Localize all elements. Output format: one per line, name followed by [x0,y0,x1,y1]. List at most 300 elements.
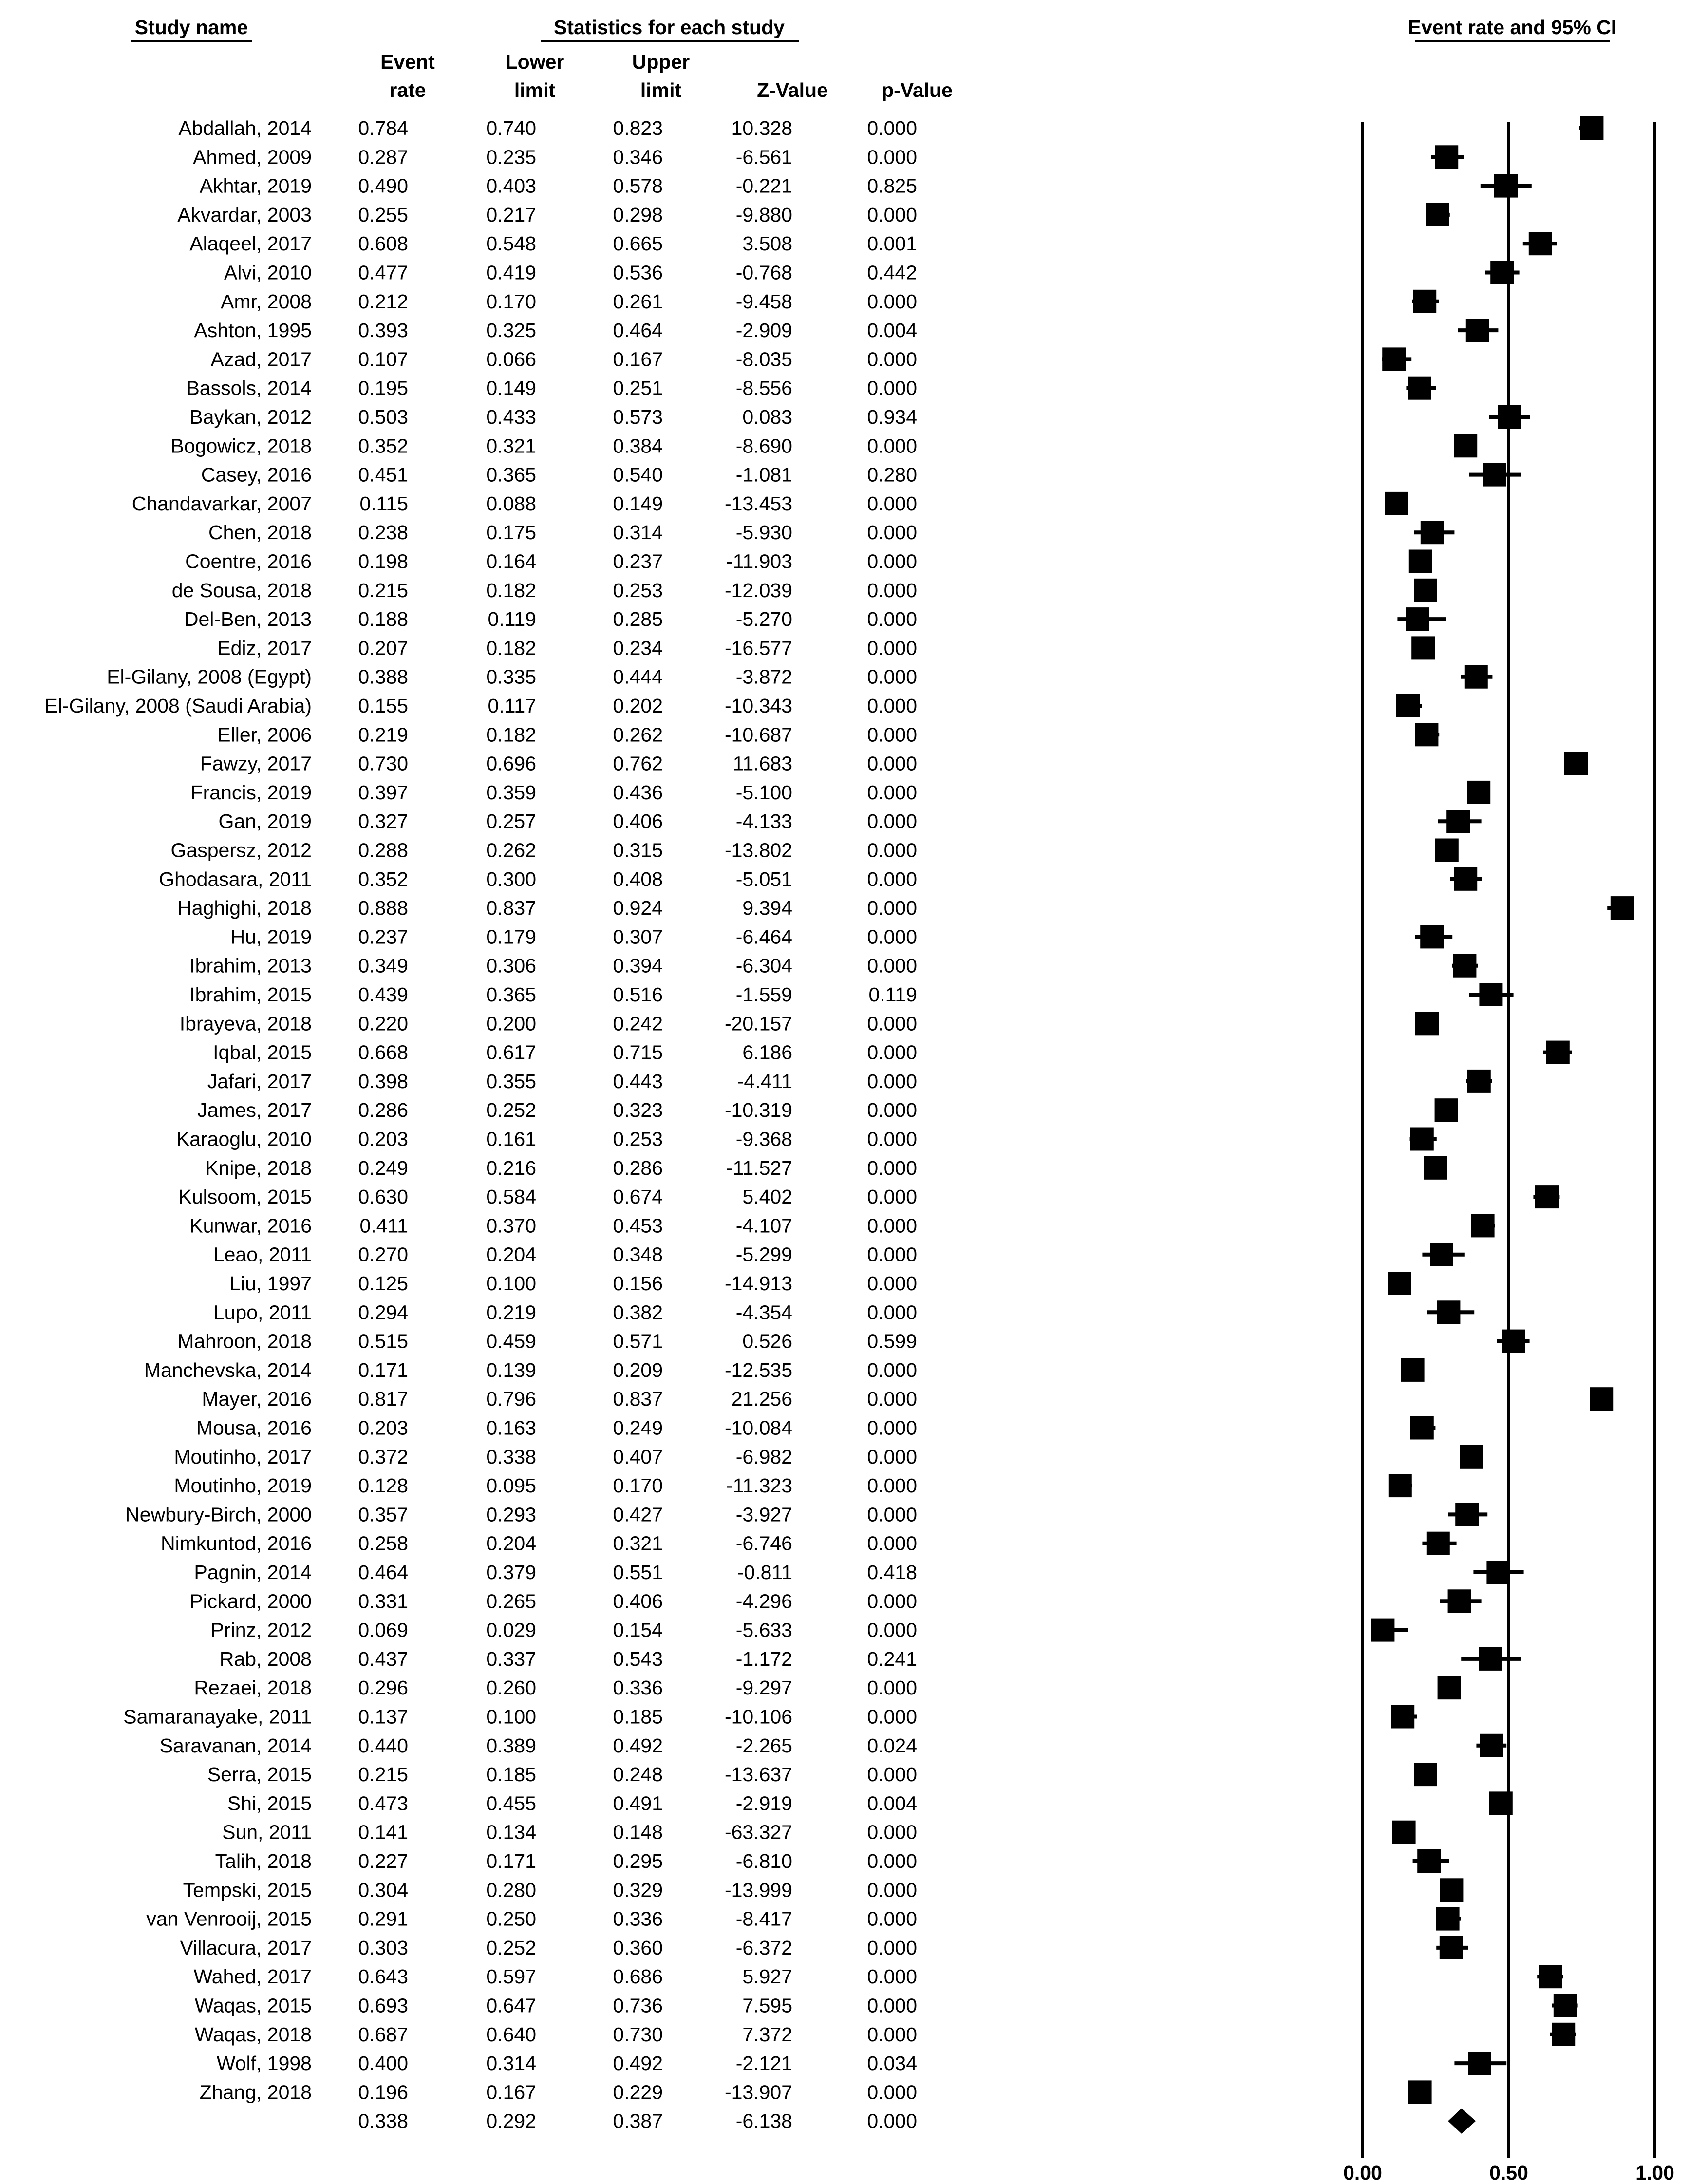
cell-er: 0.357 [358,1503,408,1526]
cell-ul: 0.408 [613,867,663,890]
study-name: Saravanan, 2014 [159,1734,312,1757]
cell-z: -12.039 [724,579,792,602]
cell-p: 0.000 [867,146,917,169]
cell-z: -5.299 [735,1243,792,1266]
cell-ll: 0.164 [486,550,536,573]
cell-ul: 0.578 [613,174,663,197]
column-header-1-line1: Lower [505,51,564,73]
cell-p: 0.000 [867,1850,917,1872]
cell-er: 0.195 [358,377,408,399]
cell-p: 0.000 [867,579,917,602]
point-estimate-square [1546,1041,1570,1064]
cell-ul: 0.234 [613,637,663,659]
cell-ul: 0.427 [613,1503,663,1526]
point-estimate-square [1486,1561,1510,1584]
point-estimate-square [1479,983,1502,1006]
point-estimate-square [1468,2052,1491,2075]
cell-p: 0.000 [867,1474,917,1497]
column-header-0-line2: rate [389,79,426,101]
study-name: Ahmed, 2009 [193,146,312,169]
cell-p: 0.004 [867,319,917,342]
cell-ul: 0.394 [613,954,663,977]
cell-ll: 0.459 [486,1330,536,1353]
cell-er: 0.219 [358,723,408,746]
cell-er: 0.294 [358,1301,408,1324]
cell-er: 0.220 [358,1012,408,1035]
study-name: Chandavarkar, 2007 [131,492,312,515]
cell-z: -0.768 [735,261,792,284]
cell-p: 0.000 [867,1041,917,1064]
cell-z: -4.354 [735,1301,792,1324]
study-name: Iqbal, 2015 [213,1041,312,1064]
study-name: Baykan, 2012 [189,406,312,428]
cell-ll: 0.389 [486,1734,536,1757]
cell-ul: 0.307 [613,925,663,948]
study-name: Bogowicz, 2018 [170,434,312,457]
cell-ul: 0.444 [613,665,663,688]
cell-p: 0.000 [867,954,917,977]
cell-z: -13.999 [724,1879,792,1902]
cell-p: 0.000 [867,608,917,631]
cell-p: 0.024 [867,1734,917,1757]
cell-ul: 0.323 [613,1099,663,1122]
study-name: Zhang, 2018 [199,2081,312,2104]
cell-z: -5.100 [735,781,792,804]
cell-p: 0.000 [867,1272,917,1295]
cell-ll: 0.252 [486,1936,536,1959]
cell-er: 0.327 [358,810,408,833]
cell-z: -20.157 [724,1012,792,1035]
cell-ll: 0.204 [486,1532,536,1555]
cell-z: -13.802 [724,839,792,862]
cell-ul: 0.543 [613,1647,663,1670]
cell-ll: 0.204 [486,1243,536,1266]
cell-z: -6.746 [735,1532,792,1555]
cell-p: 0.000 [867,2081,917,2104]
study-name: Ibrahim, 2013 [189,954,312,977]
cell-er: 0.490 [358,174,408,197]
column-header-1-line2: limit [514,79,556,101]
cell-z: -11.903 [726,550,792,573]
cell-ul: 0.837 [613,1388,663,1411]
cell-er: 0.451 [358,463,408,486]
point-estimate-square [1389,1474,1412,1497]
cell-z: -13.907 [724,2081,792,2104]
study-name: Pickard, 2000 [189,1590,312,1613]
cell-z: 5.927 [742,1965,792,1988]
study-name: Prinz, 2012 [210,1619,312,1641]
cell-p: 0.442 [867,261,917,284]
cell-ll: 0.696 [486,752,536,775]
cell-p: 0.119 [868,983,917,1006]
cell-ll: 0.252 [486,1099,536,1122]
cell-p: 0.000 [867,1619,917,1641]
cell-er: 0.249 [358,1156,408,1179]
cell-p: 0.000 [867,867,917,890]
cell-ll: 0.280 [486,1879,536,1902]
cell-z: -6.464 [735,925,792,948]
cell-er: 0.128 [358,1474,408,1497]
study-name: Waqas, 2015 [194,1994,312,2017]
point-estimate-square [1385,492,1408,515]
study-name: Azad, 2017 [210,348,312,371]
point-estimate-square [1466,319,1489,342]
cell-ul: 0.286 [613,1156,663,1179]
cell-p: 0.000 [867,117,917,139]
cell-ul: 0.253 [613,579,663,602]
cell-p: 0.000 [867,1416,917,1439]
cell-p: 0.000 [867,839,917,862]
cell-z: -6.982 [735,1445,792,1468]
cell-ll: 0.119 [488,608,536,631]
study-name: Villacura, 2017 [180,1936,312,1959]
cell-er: 0.515 [358,1330,408,1353]
cell-er: 0.473 [358,1792,408,1815]
study-name-header: Study name [134,16,248,38]
cell-er: 0.397 [358,781,408,804]
cell-er: 0.338 [358,2109,408,2132]
point-estimate-square [1479,1647,1502,1671]
cell-ll: 0.548 [486,232,536,255]
cell-p: 0.599 [867,1330,917,1353]
cell-ll: 0.235 [486,146,536,169]
cell-p: 0.000 [867,1994,917,2017]
cell-ll: 0.647 [486,1994,536,2017]
summary-diamond [1448,2109,1476,2134]
cell-z: -8.556 [735,377,792,399]
cell-z: 3.508 [742,232,792,255]
cell-ll: 0.306 [486,954,536,977]
study-name: Hu, 2019 [230,925,312,948]
point-estimate-square [1424,1156,1447,1180]
study-name: Nimkuntod, 2016 [161,1532,312,1555]
cell-z: -1.559 [735,983,792,1006]
study-name: Fawzy, 2017 [200,752,312,775]
cell-p: 0.000 [867,2023,917,2046]
cell-ul: 0.209 [613,1358,663,1381]
cell-er: 0.207 [358,637,408,659]
cell-z: -2.121 [735,2052,792,2075]
cell-ul: 0.202 [613,695,663,717]
cell-er: 0.212 [358,290,408,313]
cell-p: 0.000 [867,637,917,659]
cell-ul: 0.149 [613,492,663,515]
cell-p: 0.000 [867,203,917,226]
cell-er: 0.203 [358,1128,408,1150]
cell-er: 0.693 [358,1994,408,2017]
cell-ul: 0.551 [613,1561,663,1583]
cell-z: -10.084 [724,1416,792,1439]
cell-p: 0.000 [867,1965,917,1988]
cell-er: 0.188 [358,608,408,631]
point-estimate-square [1401,1358,1425,1382]
cell-ul: 0.736 [613,1994,663,2017]
study-name: Francis, 2019 [190,781,312,804]
forest-header: Event rate and 95% CI [1408,16,1617,38]
point-estimate-square [1415,1012,1439,1035]
cell-p: 0.000 [867,1186,917,1208]
cell-ll: 0.433 [486,406,536,428]
cell-z: -5.633 [735,1619,792,1641]
study-name: Rab, 2008 [219,1647,312,1670]
cell-ul: 0.406 [613,810,663,833]
cell-ul: 0.540 [613,463,663,486]
cell-ll: 0.175 [486,521,536,544]
cell-ll: 0.029 [486,1619,536,1641]
point-estimate-square [1471,1214,1495,1237]
cell-p: 0.241 [867,1647,917,1670]
cell-er: 0.258 [358,1532,408,1555]
cell-z: -2.919 [735,1792,792,1815]
cell-ul: 0.571 [613,1330,663,1353]
cell-z: -5.270 [735,608,792,631]
cell-p: 0.000 [867,752,917,775]
cell-er: 0.352 [358,867,408,890]
cell-ll: 0.100 [486,1705,536,1728]
cell-z: -10.319 [724,1099,792,1122]
study-name: Haghighi, 2018 [177,897,312,920]
point-estimate-square [1408,2080,1432,2104]
point-estimate-square [1435,145,1458,169]
cell-p: 0.000 [867,550,917,573]
point-estimate-square [1406,607,1429,631]
x-tick-label: 0.00 [1343,2162,1382,2184]
cell-ll: 0.200 [486,1012,536,1035]
cell-ul: 0.262 [613,723,663,746]
study-name: Ibrahim, 2015 [189,983,312,1006]
cell-ul: 0.336 [613,1907,663,1930]
cell-er: 0.372 [358,1445,408,1468]
cell-ll: 0.262 [486,839,536,862]
cell-er: 0.215 [358,579,408,602]
forest-panel [1343,116,1674,2184]
cell-p: 0.000 [867,1763,917,1786]
cell-ll: 0.293 [486,1503,536,1526]
point-estimate-square [1448,1589,1471,1613]
cell-ul: 0.242 [613,1012,663,1035]
point-estimate-square [1535,1185,1559,1208]
cell-z: -10.343 [724,695,792,717]
cell-p: 0.000 [867,1243,917,1266]
cell-ll: 0.419 [486,261,536,284]
cell-ll: 0.260 [486,1676,536,1699]
point-estimate-square [1410,1416,1434,1440]
study-name: Knipe, 2018 [205,1156,312,1179]
cell-ll: 0.066 [486,348,536,371]
point-estimate-square [1580,116,1603,140]
cell-p: 0.000 [867,1821,917,1844]
study-table [45,117,917,2132]
cell-p: 0.000 [867,1445,917,1468]
cell-er: 0.115 [359,492,408,515]
cell-p: 0.000 [867,1936,917,1959]
cell-ll: 0.182 [486,579,536,602]
point-estimate-square [1539,1965,1562,1988]
study-name: Liu, 1997 [229,1272,312,1295]
cell-er: 0.608 [358,232,408,255]
cell-er: 0.069 [358,1619,408,1641]
cell-z: -13.637 [724,1763,792,1786]
point-estimate-square [1435,1098,1458,1122]
point-estimate-square [1409,550,1432,573]
point-estimate-square [1420,925,1444,948]
cell-ul: 0.823 [613,117,663,139]
study-name: Ediz, 2017 [217,637,312,659]
cell-ul: 0.715 [613,1041,663,1064]
point-estimate-square [1430,1243,1453,1266]
study-name: Pagnin, 2014 [194,1561,312,1583]
point-estimate-square [1435,839,1459,862]
cell-ul: 0.387 [613,2109,663,2132]
cell-er: 0.388 [358,665,408,688]
cell-ll: 0.365 [486,983,536,1006]
point-estimate-square [1410,1128,1434,1151]
cell-er: 0.411 [359,1214,408,1237]
stats-header: Statistics for each study [554,16,785,38]
point-estimate-square [1564,752,1588,775]
point-estimate-square [1371,1619,1394,1642]
cell-z: 6.186 [742,1041,792,1064]
cell-ll: 0.640 [486,2023,536,2046]
study-name: Waqas, 2018 [194,2023,312,2046]
cell-z: 0.526 [742,1330,792,1353]
cell-ll: 0.100 [486,1272,536,1295]
cell-p: 0.034 [867,2052,917,2075]
cell-ul: 0.237 [613,550,663,573]
cell-p: 0.000 [867,810,917,833]
study-name: Del-Ben, 2013 [184,608,312,631]
cell-er: 0.286 [358,1099,408,1122]
cell-ll: 0.337 [486,1647,536,1670]
cell-z: -13.453 [724,492,792,515]
cell-p: 0.000 [867,897,917,920]
cell-z: 10.328 [731,117,792,139]
cell-p: 0.000 [867,1676,917,1699]
cell-ul: 0.336 [613,1676,663,1699]
study-name: Samaranayake, 2011 [123,1705,312,1728]
study-name: Eller, 2006 [217,723,312,746]
point-estimate-square [1611,896,1634,920]
column-header-0-line1: Event [380,51,435,73]
study-name: Coentre, 2016 [185,550,312,573]
cell-ll: 0.325 [486,319,536,342]
cell-er: 0.349 [358,954,408,977]
cell-er: 0.137 [358,1705,408,1728]
cell-ll: 0.139 [486,1358,536,1381]
point-estimate-square [1392,1821,1416,1844]
cell-ll: 0.219 [486,1301,536,1324]
study-name: Manchevska, 2014 [144,1358,312,1381]
cell-z: -4.133 [735,810,792,833]
cell-z: -9.368 [735,1128,792,1150]
cell-p: 0.004 [867,1792,917,1815]
cell-er: 0.784 [358,117,408,139]
point-estimate-square [1440,1936,1463,1959]
cell-p: 0.000 [867,1128,917,1150]
cell-ul: 0.285 [613,608,663,631]
cell-z: -10.687 [724,723,792,746]
cell-ll: 0.321 [486,434,536,457]
cell-ul: 0.573 [613,406,663,428]
point-estimate-square [1490,261,1514,284]
point-estimate-square [1453,954,1476,978]
cell-ll: 0.216 [486,1156,536,1179]
cell-ll: 0.335 [486,665,536,688]
cell-ul: 0.536 [613,261,663,284]
study-name: Moutinho, 2017 [174,1445,312,1468]
cell-ul: 0.360 [613,1936,663,1959]
cell-ll: 0.134 [486,1821,536,1844]
cell-ll: 0.217 [486,203,536,226]
study-name: Karaoglu, 2010 [176,1128,312,1150]
point-estimate-square [1414,1763,1437,1786]
cell-er: 0.107 [358,348,408,371]
cell-ll: 0.455 [486,1792,536,1815]
cell-ll: 0.740 [486,117,536,139]
point-estimate-square [1552,2023,1575,2046]
cell-z: 11.683 [732,752,792,775]
cell-p: 0.000 [867,1590,917,1613]
study-name: Chen, 2018 [208,521,312,544]
cell-er: 0.352 [358,434,408,457]
cell-p: 0.000 [867,1388,917,1411]
study-name: Ashton, 1995 [194,319,312,342]
cell-ul: 0.443 [613,1070,663,1092]
cell-ll: 0.338 [486,1445,536,1468]
cell-z: -6.561 [735,146,792,169]
cell-ul: 0.674 [613,1186,663,1208]
study-name: Mahroon, 2018 [177,1330,312,1353]
study-name: Alvi, 2010 [224,261,312,284]
cell-z: -4.296 [735,1590,792,1613]
cell-er: 0.196 [358,2081,408,2104]
cell-ul: 0.298 [613,203,663,226]
study-name: Serra, 2015 [207,1763,312,1786]
cell-ul: 0.686 [613,1965,663,1988]
cell-er: 0.643 [358,1965,408,1988]
cell-ll: 0.370 [486,1214,536,1237]
cell-ll: 0.179 [486,925,536,948]
study-name: Wahed, 2017 [193,1965,312,1988]
cell-ul: 0.436 [613,781,663,804]
cell-p: 0.000 [867,377,917,399]
cell-ll: 0.584 [486,1186,536,1208]
point-estimate-square [1467,781,1490,804]
point-estimate-square [1421,521,1444,544]
cell-ul: 0.346 [613,146,663,169]
cell-ul: 0.665 [613,232,663,255]
study-name: Leao, 2011 [213,1243,312,1266]
cell-ll: 0.088 [486,492,536,515]
cell-ul: 0.248 [613,1763,663,1786]
cell-ll: 0.095 [486,1474,536,1497]
cell-ll: 0.597 [486,1965,536,1988]
cell-er: 0.668 [358,1041,408,1064]
study-name: Akhtar, 2019 [199,174,312,197]
cell-ul: 0.516 [613,983,663,1006]
point-estimate-square [1440,1878,1463,1902]
point-estimate-square [1411,636,1435,659]
cell-z: -4.107 [735,1214,792,1237]
point-estimate-square [1415,723,1438,746]
cell-er: 0.203 [358,1416,408,1439]
point-estimate-square [1529,232,1552,255]
point-estimate-square [1437,1300,1460,1324]
point-estimate-square [1465,665,1488,689]
cell-er: 0.477 [358,261,408,284]
cell-er: 0.198 [358,550,408,573]
cell-z: -1.172 [735,1647,792,1670]
